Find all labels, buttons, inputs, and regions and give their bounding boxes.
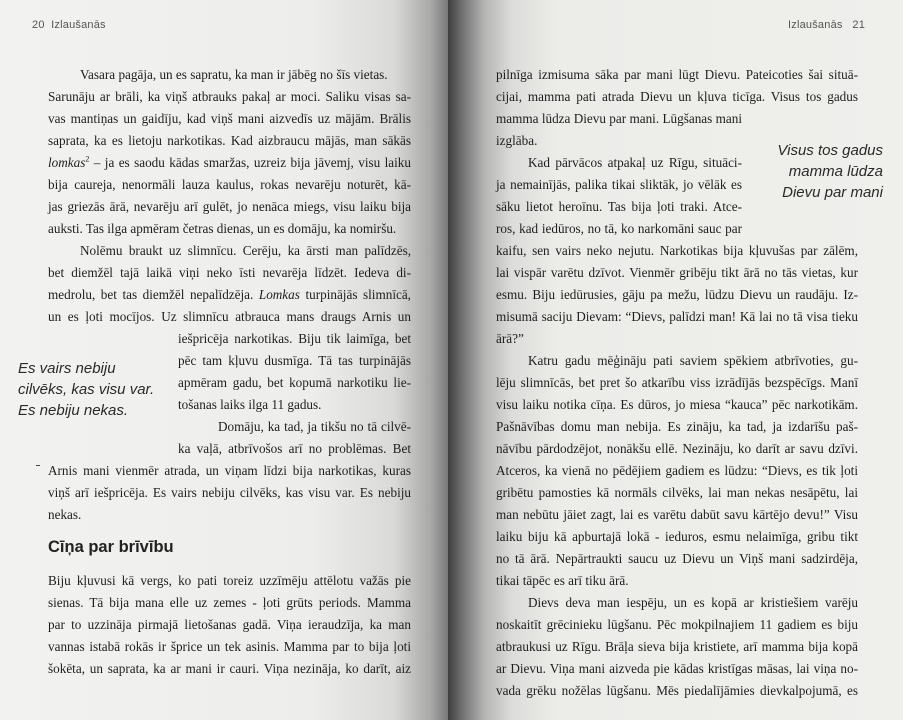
text-line: Atceros, ka vienā no pēdējiem gadiem es lūdzu: “Dievs, es tik ļoti [496, 463, 858, 478]
text-line: izglāba. [496, 133, 538, 148]
text-line: šokēta, un saprata, ka ar mani ir cauri. Viņa nezināja, ko darīt, aiz [48, 661, 411, 676]
left-paragraph-1 [48, 64, 411, 264]
margin-mark [36, 465, 40, 466]
text-line: par to uzzināja pirmajā lietošanas gadā. Viņa ieraudzīja, ka man [48, 617, 411, 632]
left-pull-quote [18, 358, 154, 421]
section-heading: Cīņa par brīvību [48, 538, 174, 556]
text-line: bet diemžēl tajā laikā viņi neko īsti nevarēja līdzēt. Iedeva di- [48, 265, 411, 280]
pull-quote-line: Es vairs nebiju [18, 360, 116, 377]
text-line: esmu. Biju iedūrusies, gāju pa mežu, lūdzu Dievu un raudāju. Iz- [496, 287, 858, 302]
pull-quote-line: cilvēks, kas visu var. [18, 381, 155, 398]
left-page [0, 0, 448, 720]
text-line: nāvību pārdodzējot, nonākšu ellē. Nezināju, ko darīt ar savu dzīvi. [496, 441, 858, 456]
right-paragraph-4 [496, 592, 858, 704]
text-line: ārā?” [496, 331, 524, 346]
pull-quote-line: Es nebiju nekas. [18, 402, 129, 419]
text-line: tikai tāpēc es arī tiku ārā. [496, 573, 629, 588]
text-line: sāku lietot heroīnu. Tas bija ļoti traki. Atce- [496, 199, 742, 214]
left-page-header [32, 19, 106, 31]
text-line: noskaitīt grēcinieku lūgšanu. Pēc mokpilnajiem 11 gadiem es biju [496, 617, 858, 632]
text-segment: medrolu, bet tas diemžēl nepalīdzēja. [48, 287, 259, 302]
footnote-ref: 2 [85, 154, 90, 164]
text-line: kaifu, sen vairs neko nejutu. Narkotikas bija kļuvušas par zālēm, [496, 243, 858, 258]
text-line: gribētu pamosties kā normāls cilvēks, lai man nekas nesāpētu, lai [496, 485, 858, 500]
text-line: ja nemainījās, palika tikai sliktāk, jo vēlāk es [496, 177, 742, 192]
text-segment: turpinājās slimnīcā, [299, 287, 411, 302]
text-line: misumā saciju Dievam: “Dievs, palīdzi man! Kā lai no tā visa tieku [496, 309, 858, 324]
text-line: vannas istabā rokās ir šprice un tek asinis. Mamma par to bija ļoti [48, 639, 411, 654]
text-line: Katru gadu mēģināju pati saviem spēkiem atbrīvoties, gu- [528, 353, 858, 368]
text-line: man nebūtu jāiet zagt, lai es varētu dabūt savu kārtējo devu!” Visu [496, 507, 858, 522]
text-line: tošanas laiks ilga 11 gadus. [178, 397, 322, 412]
text-line: laiku biju kā apburtajā lokā - ieduros, esmu nelaimīga, gribu tikt [496, 529, 858, 544]
text-line [48, 152, 411, 174]
text-segment: – ja es saodu kādas smaržas, uzreiz bija jāvemj, visu laiku [89, 155, 411, 170]
running-title: Izlaušanās [788, 19, 843, 31]
text-line: sienas. Tā bija mana elle uz zemes - ļoti grūts periods. Mamma [48, 595, 411, 610]
text-line: auksti. Tas ilga apmēram četras dienas, un es domāju, ka nomiršu. [48, 221, 397, 236]
italic-term: Lomkas [258, 287, 300, 302]
text-line: Pašnāvības domu man nebija. Es zināju, ka tad, ja izdarīšu paš- [496, 419, 858, 434]
text-line: Domāju, ka tad, ja tikšu no tā cilvē- [218, 419, 411, 434]
text-line: bija caureja, nenormāli lauza kaulus, rokas nevarēju noturēt, kā- [48, 177, 411, 192]
text-line: ar Dievu. Viņa mani aizveda pie kādas kristīgas māsas, lai viņa no- [496, 661, 858, 676]
text-line: lēju slimnīcās, bet pret šo atkarību viss izrādījās bezspēcīgs. Manī [496, 375, 858, 390]
text-line: jas griezās ārā, nevarēju arī gulēt, jo nenāca miegs, visu laiku bija [48, 199, 411, 214]
left-paragraph-3 [48, 416, 411, 528]
pull-quote-line: mamma lūdza [788, 163, 883, 180]
text-line: Dievs deva man iespēju, un es kopā ar kristiešiem varēju [528, 595, 858, 610]
text-line: lai vispār varētu dzīvot. Vienmēr gribēju tikt ārā no tās vietas, kur [496, 265, 858, 280]
left-paragraph-4 [48, 570, 411, 682]
text-line: Kad pārvācos atpakaļ uz Rīgu, situāci- [528, 155, 742, 170]
running-title: Izlaušanās [51, 19, 106, 31]
text-line [48, 284, 411, 306]
text-line: pēc tam kļuvu dusmīga. Tā tas turpinājās [178, 353, 411, 368]
page-number: 20 [32, 19, 45, 31]
text-line: vas mantiņas un gaidīju, kad viņš mani aizvedīs uz mājām. Brālis [48, 111, 411, 126]
text-line: vada grēku nožēlas lūgšanu. Mēs piedalījāmies dievkalpojumā, es [496, 683, 858, 698]
page-number: 21 [852, 19, 866, 31]
text-line: un es ļoti mocījos. Uz slimnīcu atbrauca mans draugs Arnis un [48, 309, 411, 324]
text-line: saprata, ka es lietoju narkotikas. Kad aizbraucu mājās, man sākās [48, 133, 411, 148]
text-line: mamma lūdza Dievu par mani. Lūgšanas mani [496, 111, 742, 126]
text-line: Vasara pagāja, un es sapratu, ka man ir jābēg no šīs vietas. [80, 67, 388, 82]
text-line: Sarunāju ar brāli, ka viņš atbrauks pakaļ ar moci. Saliku visas sa- [48, 89, 411, 104]
text-line: Biju kļuvusi kā vergs, ko pati toreiz uzzīmēju attēlotu važās pie [48, 573, 411, 588]
pull-quote-line: Visus tos gadus [777, 142, 883, 159]
text-line: no tā ārā. Nepārtraukti saucu uz Dievu un Viņš mani sadzirdēja, [496, 551, 858, 566]
right-page [448, 0, 903, 720]
text-line: Nolēmu braukt uz slimnīcu. Cerēju, ka ārsti man palīdzēs, [80, 243, 411, 258]
text-line: cijai, mamma pati atrada Dievu un kļuva ticīga. Visus tos gadus [496, 89, 858, 104]
right-paragraph-2 [496, 152, 858, 352]
text-line: viņš arī iešpricēja. Es vairs nebiju cilvēks, kas visu var. Es nebiju [48, 485, 411, 500]
text-line: iešpricēja narkotikas. Biju tik laimīga, bet [178, 331, 411, 346]
pull-quote-line: Dievu par mani [782, 184, 883, 201]
text-line: ros, kad iedūros, no tā, ko narkomāni sauc par [496, 221, 742, 236]
text-line: apmēram gadu, bet kopumā narkotiku lie- [178, 375, 411, 390]
text-line: Arnis mani vienmēr atrada, un viņam līdzi bija narkotikas, kuras [48, 463, 411, 478]
text-line: ka vaļā, atbrīvošos arī no problēmas. Bet [178, 441, 411, 456]
text-line: atbraukusi uz Rīgu. Brāļa sieva bija kristiete, arī mamma bija kopā [496, 639, 858, 654]
text-line: visu laiku notika cīņa. Es dūros, jo miesa “kauca” pēc narkotikām. [496, 397, 858, 412]
right-paragraph-3 [496, 350, 858, 594]
text-line: nekas. [48, 507, 82, 522]
right-page-header [788, 19, 865, 31]
italic-term: lomkas [48, 155, 86, 170]
text-line: pilnīga izmisuma sāka par mani lūgt Dievu. Pateicoties šai situā- [496, 67, 858, 82]
